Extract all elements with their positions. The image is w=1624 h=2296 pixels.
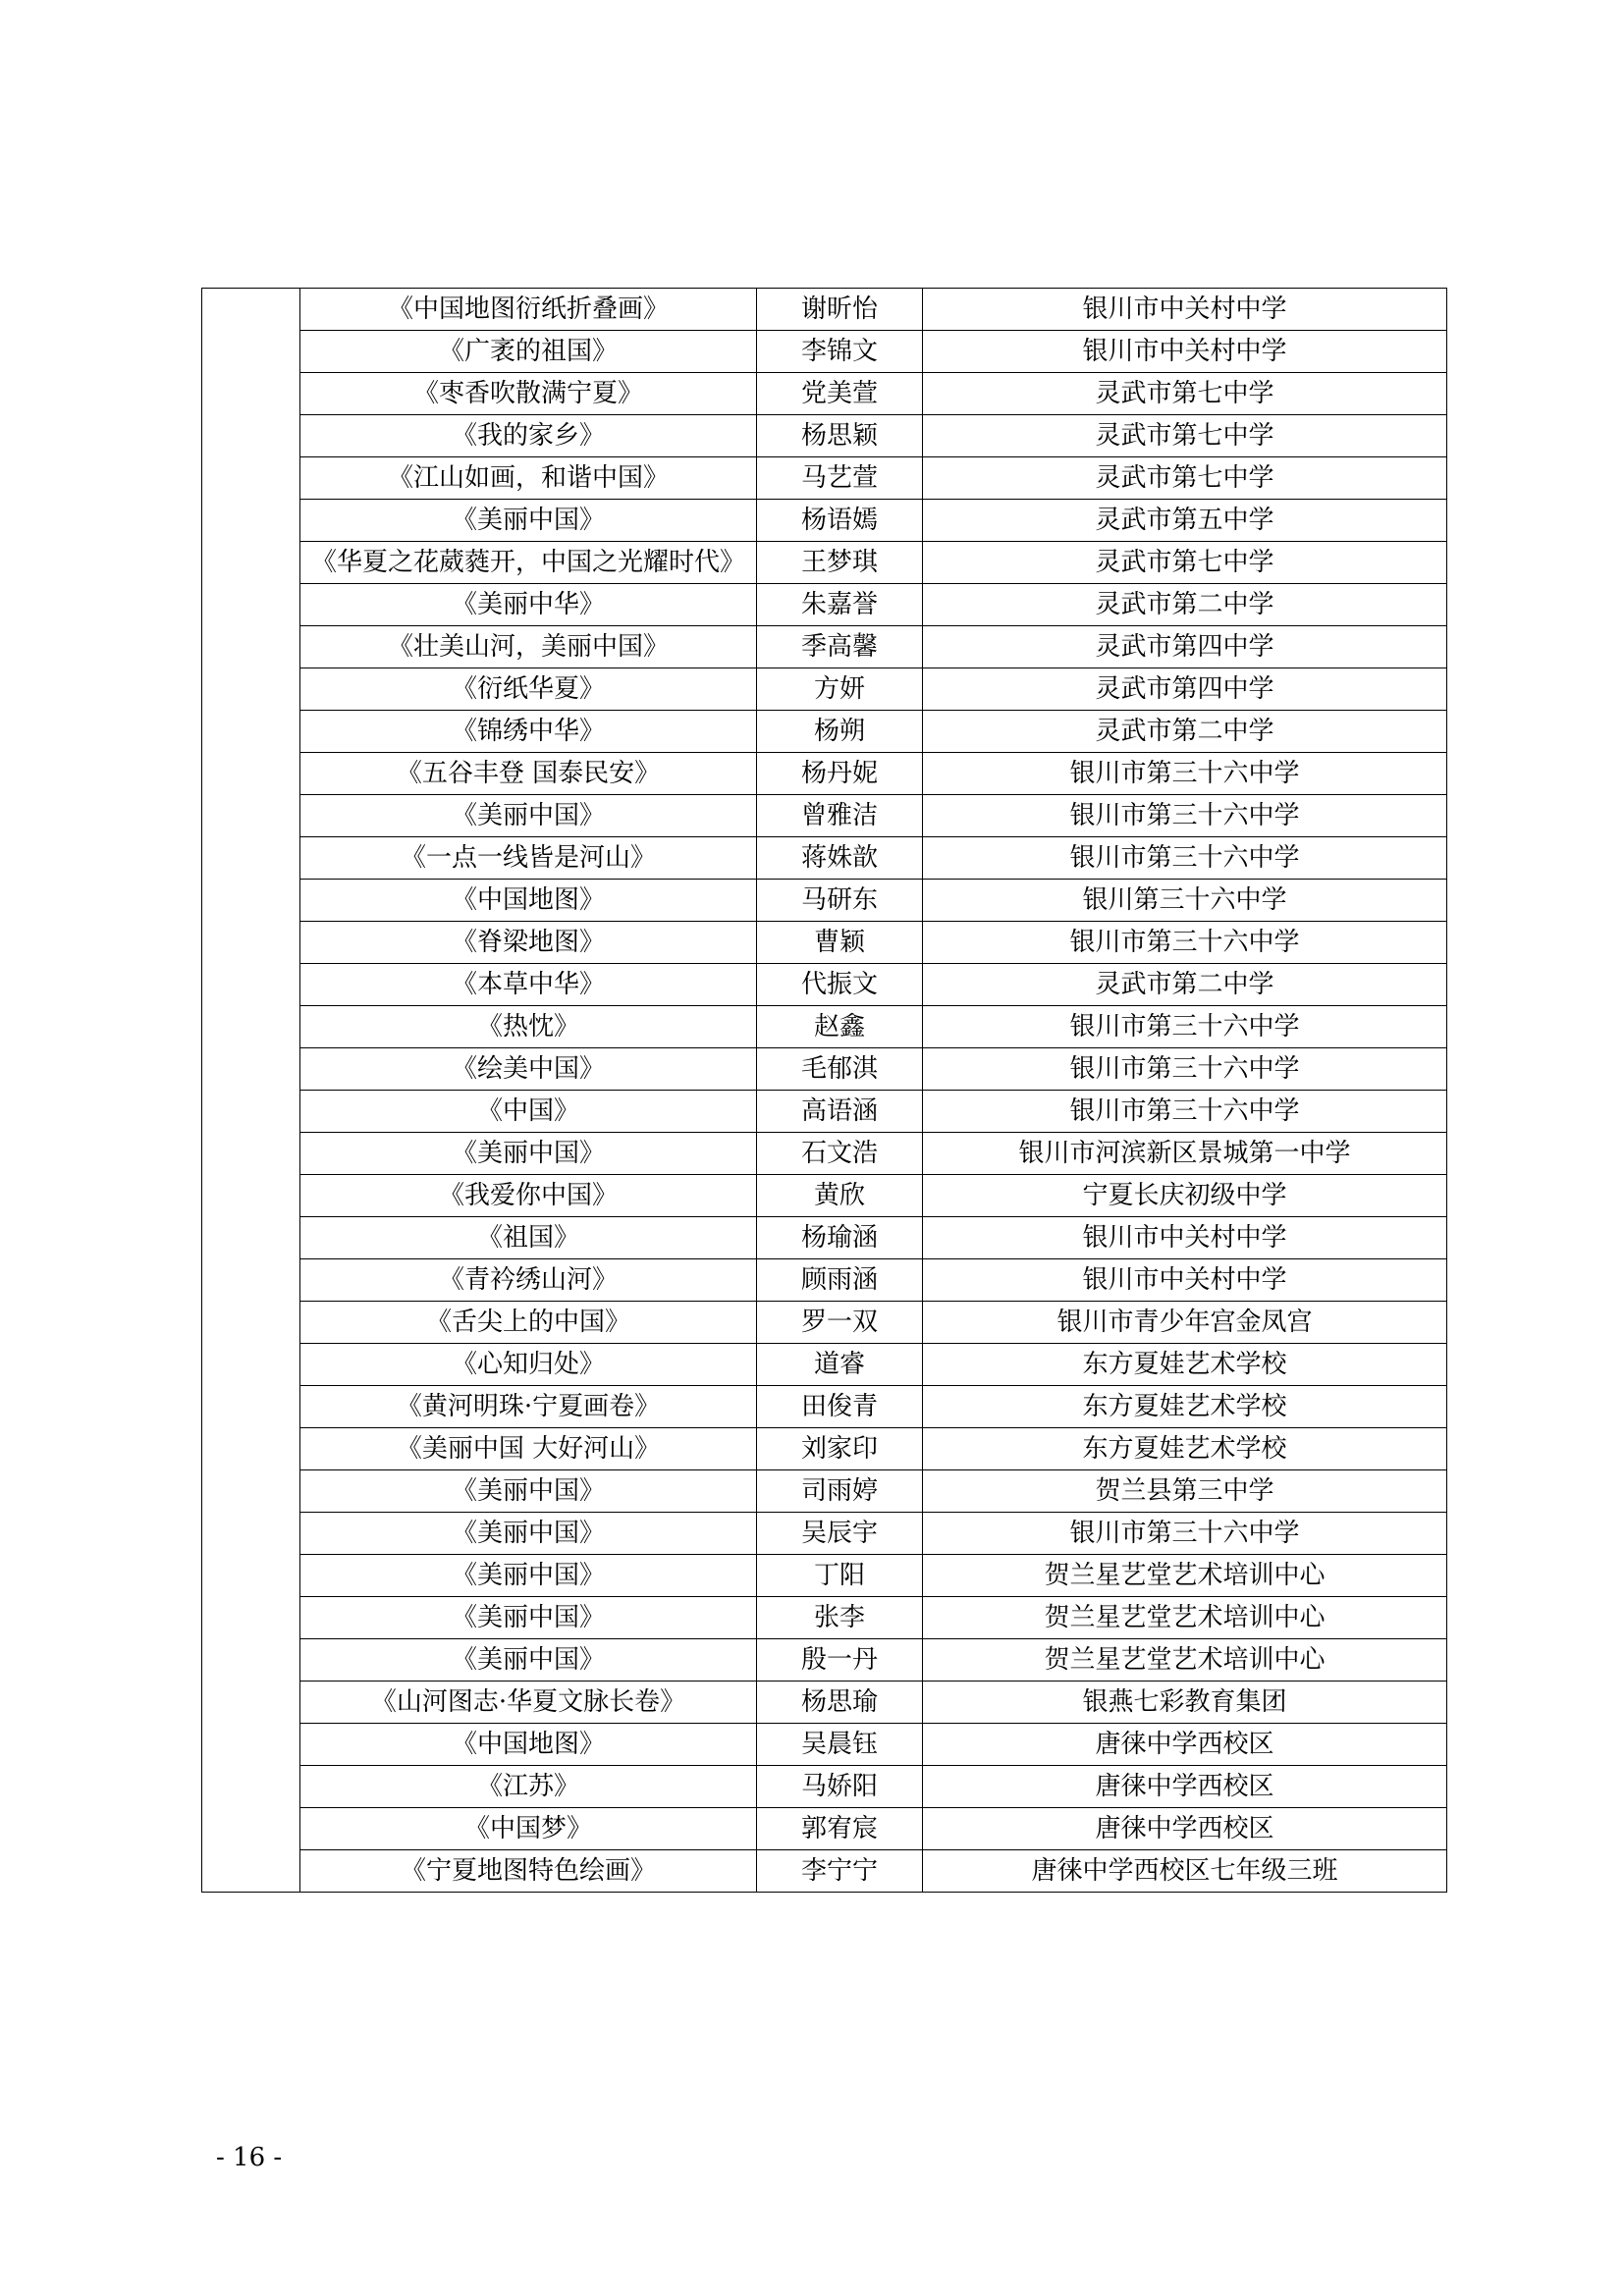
- author-name-cell: 马研东: [757, 880, 923, 922]
- school-name-cell: 灵武市第七中学: [923, 542, 1447, 584]
- table-row: [202, 1597, 1447, 1639]
- work-title-cell: 《衍纸华夏》: [300, 668, 757, 711]
- work-title-cell: 《中国地图》: [300, 1724, 757, 1766]
- work-title-cell: 《青衿绣山河》: [300, 1259, 757, 1302]
- school-name-cell: 东方夏娃艺术学校: [923, 1344, 1447, 1386]
- author-name-cell: 顾雨涵: [757, 1259, 923, 1302]
- author-name-cell: 杨语嫣: [757, 500, 923, 542]
- table-row: [202, 1217, 1447, 1259]
- school-name-cell: 唐徕中学西校区: [923, 1808, 1447, 1850]
- school-name-cell: 银川市中关村中学: [923, 289, 1447, 331]
- table-row: [202, 626, 1447, 668]
- table-row: [202, 1470, 1447, 1513]
- work-title-cell: 《江山如画，和谐中国》: [300, 457, 757, 500]
- school-name-cell: 银川市第三十六中学: [923, 1513, 1447, 1555]
- school-name-cell: 唐徕中学西校区: [923, 1766, 1447, 1808]
- author-name-cell: 吴晨钰: [757, 1724, 923, 1766]
- table-row: [202, 753, 1447, 795]
- work-title-cell: 《中国地图》: [300, 880, 757, 922]
- work-title-cell: 《舌尖上的中国》: [300, 1302, 757, 1344]
- table-row: [202, 500, 1447, 542]
- work-title-cell: 《中国梦》: [300, 1808, 757, 1850]
- table-row: [202, 1175, 1447, 1217]
- school-name-cell: 灵武市第五中学: [923, 500, 1447, 542]
- work-title-cell: 《美丽中华》: [300, 584, 757, 626]
- table-row: [202, 584, 1447, 626]
- table-row: [202, 1386, 1447, 1428]
- table-row: [202, 1048, 1447, 1091]
- school-name-cell: 银川市第三十六中学: [923, 922, 1447, 964]
- table-row: [202, 542, 1447, 584]
- school-name-cell: 灵武市第四中学: [923, 668, 1447, 711]
- school-name-cell: 银川市第三十六中学: [923, 795, 1447, 837]
- author-name-cell: 党美萱: [757, 373, 923, 415]
- author-name-cell: 马艺萱: [757, 457, 923, 500]
- author-name-cell: 吴辰宇: [757, 1513, 923, 1555]
- author-name-cell: 罗一双: [757, 1302, 923, 1344]
- table-row: [202, 331, 1447, 373]
- table-row: [202, 373, 1447, 415]
- work-title-cell: 《我爱你中国》: [300, 1175, 757, 1217]
- work-title-cell: 《宁夏地图特色绘画》: [300, 1850, 757, 1893]
- work-title-cell: 《锦绣中华》: [300, 711, 757, 753]
- school-name-cell: 东方夏娃艺术学校: [923, 1428, 1447, 1470]
- work-title-cell: 《美丽中国》: [300, 500, 757, 542]
- school-name-cell: 银川第三十六中学: [923, 880, 1447, 922]
- table-row: [202, 1639, 1447, 1682]
- category-cell: [202, 289, 300, 1893]
- table-row: [202, 1302, 1447, 1344]
- table-row: [202, 1133, 1447, 1175]
- work-title-cell: 《美丽中国》: [300, 1639, 757, 1682]
- author-name-cell: 蒋姝歆: [757, 837, 923, 880]
- school-name-cell: 银川市青少年宫金凤宫: [923, 1302, 1447, 1344]
- table-row: [202, 415, 1447, 457]
- school-name-cell: 银川市第三十六中学: [923, 837, 1447, 880]
- author-name-cell: 曾雅洁: [757, 795, 923, 837]
- author-name-cell: 李宁宁: [757, 1850, 923, 1893]
- author-name-cell: 马娇阳: [757, 1766, 923, 1808]
- table-row: [202, 1259, 1447, 1302]
- school-name-cell: 灵武市第七中学: [923, 373, 1447, 415]
- school-name-cell: 灵武市第七中学: [923, 415, 1447, 457]
- work-title-cell: 《美丽中国》: [300, 1133, 757, 1175]
- table-row: [202, 1724, 1447, 1766]
- school-name-cell: 贺兰星艺堂艺术培训中心: [923, 1555, 1447, 1597]
- work-title-cell: 《中国》: [300, 1091, 757, 1133]
- work-title-cell: 《美丽中国》: [300, 1470, 757, 1513]
- school-name-cell: 银川市中关村中学: [923, 331, 1447, 373]
- work-title-cell: 《美丽中国》: [300, 1513, 757, 1555]
- school-name-cell: 贺兰县第三中学: [923, 1470, 1447, 1513]
- work-title-cell: 《山河图志·华夏文脉长卷》: [300, 1682, 757, 1724]
- author-name-cell: 张李: [757, 1597, 923, 1639]
- work-title-cell: 《中国地图衍纸折叠画》: [300, 289, 757, 331]
- author-name-cell: 石文浩: [757, 1133, 923, 1175]
- table-row: [202, 1766, 1447, 1808]
- school-name-cell: 宁夏长庆初级中学: [923, 1175, 1447, 1217]
- work-title-cell: 《热忱》: [300, 1006, 757, 1048]
- page-number: - 16 -: [216, 2143, 283, 2172]
- school-name-cell: 银川市中关村中学: [923, 1259, 1447, 1302]
- author-name-cell: 朱嘉誉: [757, 584, 923, 626]
- table-row: [202, 1808, 1447, 1850]
- work-title-cell: 《绘美中国》: [300, 1048, 757, 1091]
- school-name-cell: 银川市第三十六中学: [923, 753, 1447, 795]
- school-name-cell: 灵武市第二中学: [923, 964, 1447, 1006]
- table-row: [202, 1344, 1447, 1386]
- work-title-cell: 《广袤的祖国》: [300, 331, 757, 373]
- work-title-cell: 《枣香吹散满宁夏》: [300, 373, 757, 415]
- author-name-cell: 道睿: [757, 1344, 923, 1386]
- table-row: [202, 457, 1447, 500]
- school-name-cell: 银川市第三十六中学: [923, 1006, 1447, 1048]
- school-name-cell: 银川市第三十六中学: [923, 1091, 1447, 1133]
- table-row: [202, 922, 1447, 964]
- school-name-cell: 灵武市第二中学: [923, 584, 1447, 626]
- table-row: [202, 711, 1447, 753]
- table-row: [202, 1513, 1447, 1555]
- author-name-cell: 杨思颖: [757, 415, 923, 457]
- author-name-cell: 司雨婷: [757, 1470, 923, 1513]
- work-title-cell: 《本草中华》: [300, 964, 757, 1006]
- work-title-cell: 《美丽中国》: [300, 1597, 757, 1639]
- table-row: [202, 964, 1447, 1006]
- author-name-cell: 杨丹妮: [757, 753, 923, 795]
- work-title-cell: 《一点一线皆是河山》: [300, 837, 757, 880]
- work-title-cell: 《五谷丰登 国泰民安》: [300, 753, 757, 795]
- school-name-cell: 贺兰星艺堂艺术培训中心: [923, 1597, 1447, 1639]
- work-title-cell: 《我的家乡》: [300, 415, 757, 457]
- school-name-cell: 贺兰星艺堂艺术培训中心: [923, 1639, 1447, 1682]
- table-row: [202, 880, 1447, 922]
- author-name-cell: 郭宥宸: [757, 1808, 923, 1850]
- award-table: [201, 288, 1447, 1893]
- author-name-cell: 殷一丹: [757, 1639, 923, 1682]
- work-title-cell: 《美丽中国》: [300, 1555, 757, 1597]
- table-row: [202, 1006, 1447, 1048]
- work-title-cell: 《脊梁地图》: [300, 922, 757, 964]
- author-name-cell: 方妍: [757, 668, 923, 711]
- author-name-cell: 田俊青: [757, 1386, 923, 1428]
- author-name-cell: 刘家印: [757, 1428, 923, 1470]
- author-name-cell: 毛郁淇: [757, 1048, 923, 1091]
- school-name-cell: 银川市河滨新区景城第一中学: [923, 1133, 1447, 1175]
- work-title-cell: 《祖国》: [300, 1217, 757, 1259]
- author-name-cell: 李锦文: [757, 331, 923, 373]
- table-row: [202, 1555, 1447, 1597]
- work-title-cell: 《美丽中国》: [300, 795, 757, 837]
- table-row: [202, 1682, 1447, 1724]
- award-table-body: [202, 289, 1447, 1893]
- school-name-cell: 唐徕中学西校区: [923, 1724, 1447, 1766]
- school-name-cell: 灵武市第四中学: [923, 626, 1447, 668]
- table-row: [202, 1091, 1447, 1133]
- table-row: [202, 289, 1447, 331]
- school-name-cell: 银川市中关村中学: [923, 1217, 1447, 1259]
- author-name-cell: 王梦琪: [757, 542, 923, 584]
- author-name-cell: 黄欣: [757, 1175, 923, 1217]
- school-name-cell: 银川市第三十六中学: [923, 1048, 1447, 1091]
- table-row: [202, 837, 1447, 880]
- author-name-cell: 季高馨: [757, 626, 923, 668]
- author-name-cell: 杨瑜涵: [757, 1217, 923, 1259]
- school-name-cell: 唐徕中学西校区七年级三班: [923, 1850, 1447, 1893]
- work-title-cell: 《心知归处》: [300, 1344, 757, 1386]
- author-name-cell: 赵鑫: [757, 1006, 923, 1048]
- author-name-cell: 谢昕怡: [757, 289, 923, 331]
- work-title-cell: 《华夏之花葳蕤开，中国之光耀时代》: [300, 542, 757, 584]
- author-name-cell: 杨思瑜: [757, 1682, 923, 1724]
- school-name-cell: 灵武市第二中学: [923, 711, 1447, 753]
- work-title-cell: 《壮美山河，美丽中国》: [300, 626, 757, 668]
- author-name-cell: 代振文: [757, 964, 923, 1006]
- work-title-cell: 《黄河明珠·宁夏画卷》: [300, 1386, 757, 1428]
- school-name-cell: 灵武市第七中学: [923, 457, 1447, 500]
- author-name-cell: 高语涵: [757, 1091, 923, 1133]
- school-name-cell: 银燕七彩教育集团: [923, 1682, 1447, 1724]
- author-name-cell: 曹颖: [757, 922, 923, 964]
- author-name-cell: 丁阳: [757, 1555, 923, 1597]
- table-row: [202, 1428, 1447, 1470]
- school-name-cell: 东方夏娃艺术学校: [923, 1386, 1447, 1428]
- table-row: [202, 1850, 1447, 1893]
- author-name-cell: 杨朔: [757, 711, 923, 753]
- work-title-cell: 《江苏》: [300, 1766, 757, 1808]
- table-row: [202, 795, 1447, 837]
- table-row: [202, 668, 1447, 711]
- work-title-cell: 《美丽中国 大好河山》: [300, 1428, 757, 1470]
